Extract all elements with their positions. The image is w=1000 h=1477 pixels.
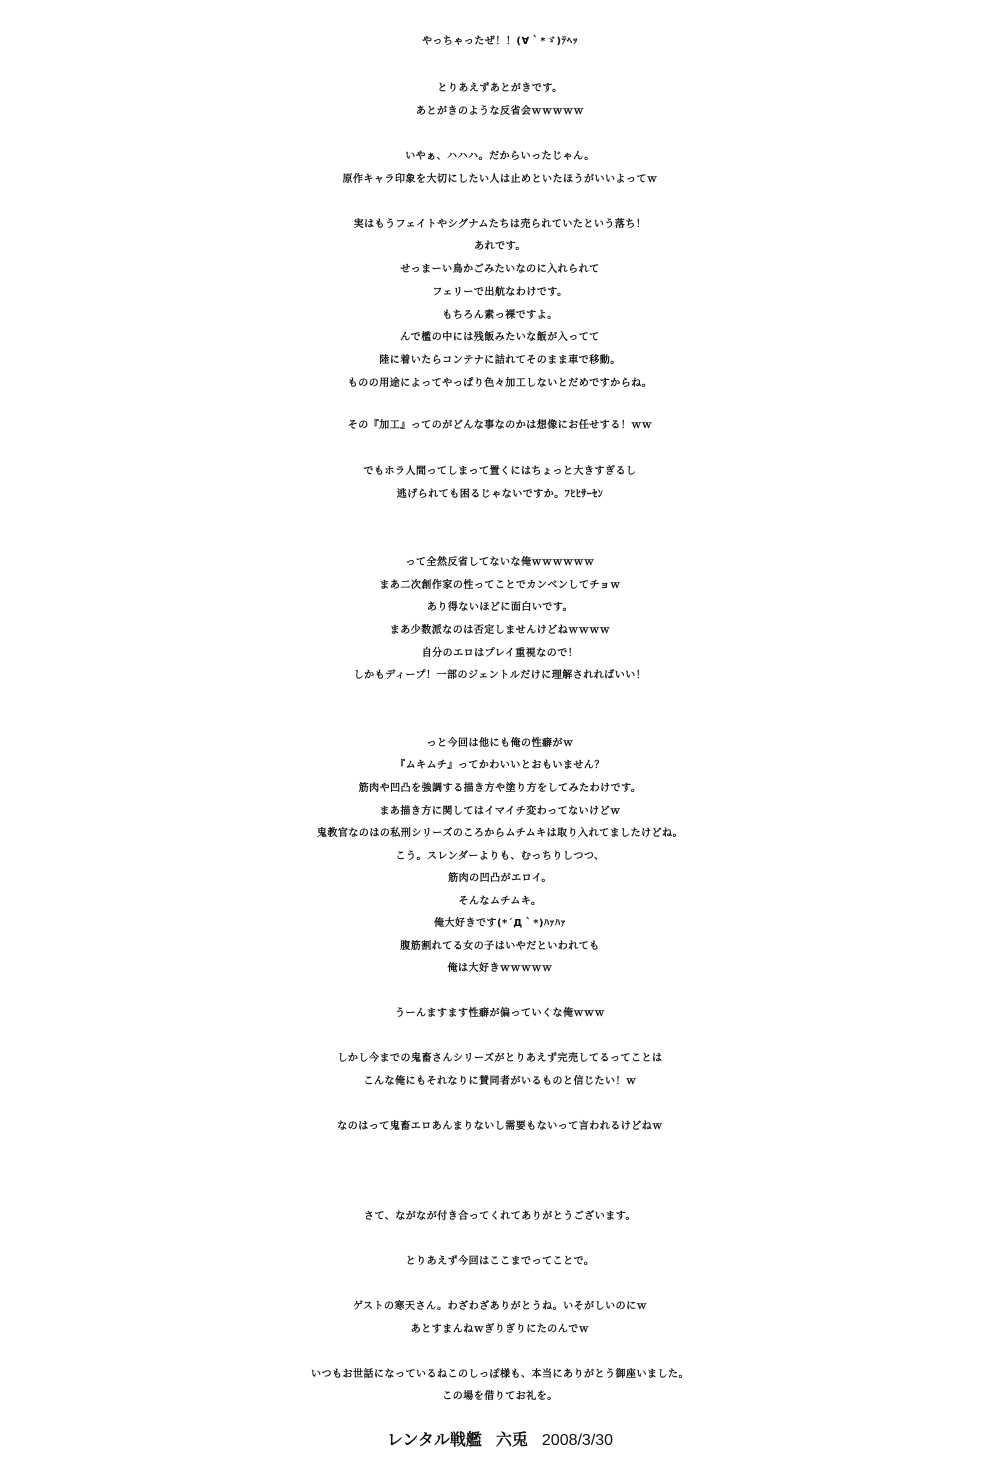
text-line: ものの用途によってやっぱり色々加工しないとだめですからね。 bbox=[347, 378, 653, 389]
text-line: まあ少数派なのは否定しませんけどねｗｗｗｗ bbox=[389, 625, 611, 636]
author-name: 六兎 bbox=[495, 1430, 528, 1449]
text-line: いやぁ、ハハハ。だからいったじゃん。 bbox=[405, 151, 595, 162]
text-line: あれです。 bbox=[474, 241, 526, 252]
signature-date: 2008/3/30 bbox=[541, 1432, 614, 1449]
text-line: もちろん素っ裸ですよ。 bbox=[442, 310, 558, 321]
text-line: まあ二次創作家の性ってことでカンベンしてチョｗ bbox=[379, 580, 621, 591]
text-line: 原作キャラ印象を大切にしたい人は止めといたほうがいいよってｗ bbox=[342, 174, 658, 185]
text-line: あり得ないほどに面白いです。 bbox=[426, 602, 574, 613]
text-line: うーんますます性癖が偏っていくな俺ｗｗｗ bbox=[395, 1008, 605, 1019]
text-line: こんな俺にもそれなりに賛同者がいるものと信じたい！ｗ bbox=[363, 1076, 637, 1087]
text-line: 筋肉の凹凸がエロイ。 bbox=[448, 873, 552, 884]
text-line: ゲストの寒天さん。わざわざありがとうね。いそがしいのにｗ bbox=[352, 1301, 648, 1312]
text-line: 筋肉や凹凸を強調する描き方や塗り方をしてみたわけです。 bbox=[358, 783, 642, 794]
text-line: 鬼教官なのはの私刑シリーズのころからムチムキは取り入れてましたけどね。 bbox=[316, 828, 684, 839]
text-line: しかもディープ！一部のジェントルだけに理解されればいい！ bbox=[353, 670, 647, 681]
text-line: なのはって鬼畜エロあんまりないし需要もないって言われるけどねｗ bbox=[337, 1121, 663, 1132]
text-line: せっまーい鳥かごみたいなのに入れられて bbox=[400, 264, 600, 275]
text-line: 俺は大好きｗｗｗｗｗ bbox=[447, 963, 553, 974]
text-line: やっちゃったぜ！！(∀｀*ゞ)ﾃﾍｯ bbox=[421, 36, 579, 47]
circle-name: レンタル戦艦 bbox=[386, 1430, 482, 1449]
text-line: とりあえずあとがきです。 bbox=[437, 83, 563, 94]
text-line: んで檻の中には残飯みたいな飯が入ってて bbox=[400, 332, 600, 343]
text-line: 実はもうフェイトやシグナムたちは売られていたという落ち！ bbox=[353, 219, 647, 230]
text-line: とりあえず今回はここまでってことで。 bbox=[405, 1256, 595, 1267]
text-line: さて、ながなが付き合ってくれてありがとうございます。 bbox=[364, 1211, 636, 1222]
text-line: しかし今までの鬼畜さんシリーズがとりあえず完売してるってことは bbox=[337, 1053, 663, 1064]
text-line: 自分のエロはプレイ重視なので！ bbox=[421, 648, 579, 659]
text-line: そんなムチムキ。 bbox=[458, 896, 542, 907]
text-line: フェリーで出航なわけです。 bbox=[432, 287, 568, 298]
text-line: 腹筋割れてる女の子はいやだといわれても bbox=[400, 941, 600, 952]
text-line: いつもお世話になっているねこのしっぽ様も、本当にありがとう御座いました。 bbox=[311, 1369, 689, 1380]
text-line: 逃げられても困るじゃないですか。ﾌﾋﾋｻｰｾﾝ bbox=[396, 489, 604, 500]
text-line: 俺大好きです(*´Д｀*)ﾊｧﾊｧ bbox=[433, 918, 566, 929]
text-line: 『ムキムチ』ってかわいいとおもいません？ bbox=[395, 760, 605, 771]
text-line: 陸に着いたらコンテナに詰れてそのまま車で移動。 bbox=[379, 355, 621, 366]
text-line: っと今回は他にも俺の性癖がｗ bbox=[426, 738, 574, 749]
text-line: この場を借りてお礼を。 bbox=[442, 1391, 558, 1402]
text-line: でもホラ人間ってしまって置くにはちょっと大きすぎるし bbox=[363, 466, 637, 477]
text-line: って全然反省してないな俺ｗｗｗｗｗｗ bbox=[405, 557, 595, 568]
text-line: まあ描き方に関してはイマイチ変わってないけどｗ bbox=[379, 806, 621, 817]
text-line: あとすまんねｗぎりぎりにたのんでｗ bbox=[410, 1324, 590, 1335]
text-line: あとがきのような反省会ｗｗｗｗｗ bbox=[416, 106, 584, 117]
text-line: こう。スレンダーよりも、むっちりしつつ、 bbox=[395, 851, 605, 862]
signature bbox=[0, 1429, 1000, 1451]
text-line: その『加工』ってのがどんな事なのかは想像にお任せする！ｗｗ bbox=[347, 420, 653, 431]
